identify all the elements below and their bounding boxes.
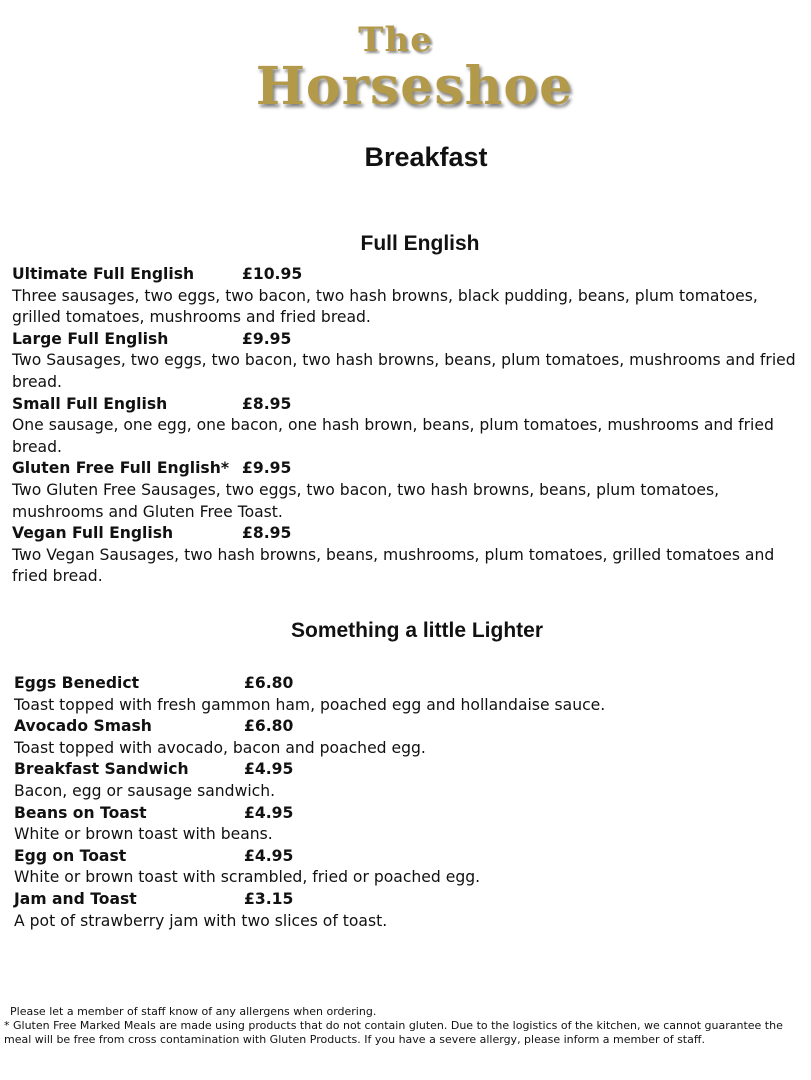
menu-item-name: Jam and Toast <box>14 889 137 908</box>
menu-item-price: £10.95 <box>242 265 303 283</box>
menu-item-description: A pot of strawberry jam with two slices of toast. <box>14 911 388 930</box>
menu-item-price: £9.95 <box>242 459 292 478</box>
menu-item <box>14 889 804 932</box>
menu-item-price: £4.95 <box>244 803 294 822</box>
menu-item <box>14 759 804 802</box>
menu-item-name: Breakfast Sandwich <box>14 760 189 779</box>
menu-item <box>12 264 802 329</box>
menu-item-price: £8.95 <box>242 524 292 543</box>
menu-item <box>14 673 804 716</box>
menu-item-name: Eggs Benedict <box>14 674 140 692</box>
menu-item-description: One sausage, one egg, one bacon, one hash brown, beans, plum tomatoes, mushrooms and fried bread. <box>12 416 774 456</box>
menu-item <box>12 329 802 394</box>
menu-item-name: Avocado Smash <box>14 717 152 736</box>
menu-item-price: £9.95 <box>242 329 292 348</box>
menu-section-full-english <box>12 264 802 588</box>
menu-item-name: Beans on Toast <box>14 803 147 822</box>
menu-item <box>12 458 802 523</box>
menu-item-name: Large Full English <box>12 329 169 348</box>
menu-item-price: £6.80 <box>244 717 294 736</box>
menu-item-name: Gluten Free Full English* <box>12 459 229 478</box>
menu-item-price: £3.15 <box>244 889 294 908</box>
menu-item-description: White or brown toast with scrambled, fried or poached egg. <box>14 868 481 887</box>
menu-section-something-lighter <box>14 673 804 932</box>
allergen-note: Please let a member of staff know of any allergens when ordering. <box>10 1005 377 1018</box>
menu-item-price: £8.95 <box>242 394 292 413</box>
menu-item-description: Two Vegan Sausages, two hash browns, beans, mushrooms, plum tomatoes, grilled tomatoes and fried bread. <box>12 545 775 586</box>
menu-item-name: Egg on Toast <box>14 846 127 865</box>
menu-item-price: £6.80 <box>244 674 294 692</box>
menu-item <box>14 716 804 759</box>
menu-item-price: £4.95 <box>244 760 294 779</box>
menu-item <box>14 803 804 846</box>
menu-item <box>14 846 804 889</box>
gluten-free-note: * Gluten Free Marked Meals are made using products that do not contain gluten. Due to the logistics of the kitchen, we cannot guarantee the meal will be free from cross contamination with Gluten Products. If you have a severe allergy, please inform a member of staff. <box>4 1019 783 1046</box>
page-title: Breakfast <box>364 142 488 172</box>
horseshoe-logo <box>0 22 811 116</box>
menu-item-description: Two Sausages, two eggs, two bacon, two hash browns, beans, plum tomatoes, mushrooms and fried bread. <box>12 351 796 391</box>
menu-item <box>12 394 802 459</box>
menu-item-name: Small Full English <box>12 394 168 413</box>
logo-horseshoe-text: Horseshoe <box>255 56 574 117</box>
menu-item-name: Vegan Full English <box>12 524 174 543</box>
section-title-full-english: Full English <box>360 232 480 255</box>
logo-the-text: The <box>358 20 433 60</box>
menu-item-name: Ultimate Full English <box>12 265 195 283</box>
menu-item-description: White or brown toast with beans. <box>14 825 273 844</box>
menu-item <box>12 523 802 588</box>
menu-item-description: Toast topped with avocado, bacon and poached egg. <box>14 738 426 757</box>
allergen-footer <box>4 1005 804 1047</box>
menu-item-description: Three sausages, two eggs, two bacon, two hash browns, black pudding, beans, plum tomatoes, grilled tomatoes, mushrooms and fried bread. <box>12 286 758 327</box>
menu-item-description: Two Gluten Free Sausages, two eggs, two bacon, two hash browns, beans, plum tomatoes, mushrooms and Gluten Free Toast. <box>12 480 720 521</box>
section-title-something-lighter: Something a little Lighter <box>290 619 543 642</box>
menu-item-description: Bacon, egg or sausage sandwich. <box>14 781 276 800</box>
menu-item-description: Toast topped with fresh gammon ham, poached egg and hollandaise sauce. <box>14 695 606 714</box>
menu-item-price: £4.95 <box>244 846 294 865</box>
